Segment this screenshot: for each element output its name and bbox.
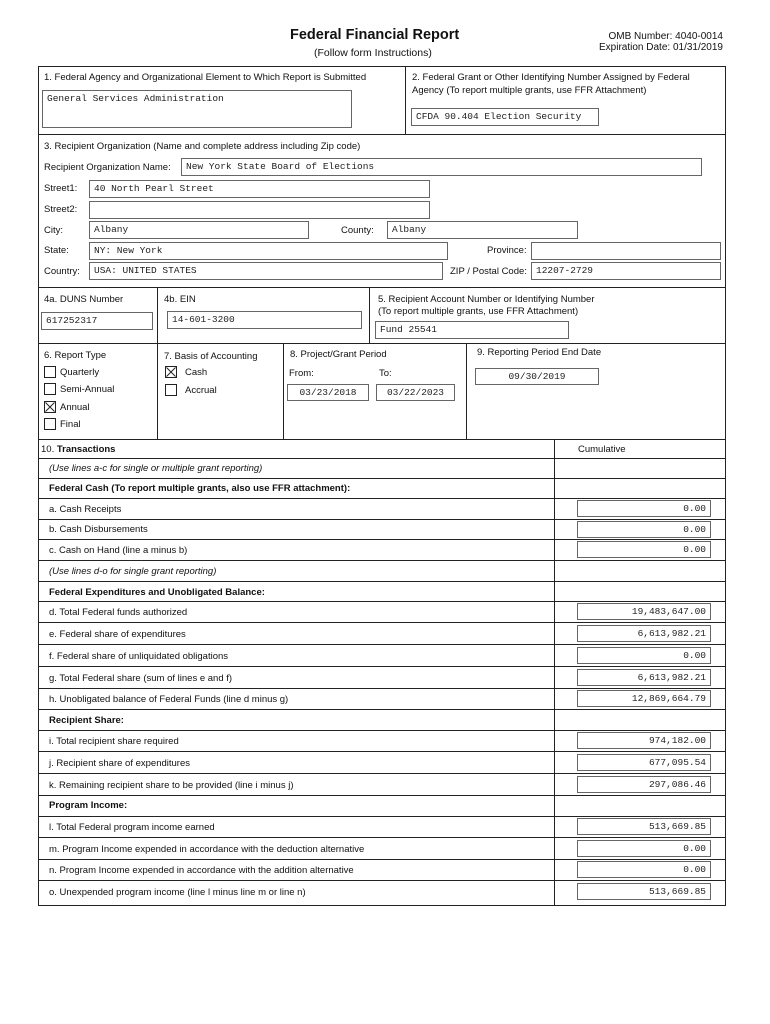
annual-label: Annual — [60, 402, 90, 413]
cash-label: Cash — [185, 367, 208, 378]
divider — [38, 134, 726, 135]
note-ac: (Use lines a-c for single or multiple grant reporting) — [49, 463, 263, 474]
line-g-label: g. Total Federal share (sum of lines e and f) — [49, 673, 233, 684]
to-date-field[interactable]: 03/22/2023 — [376, 384, 455, 401]
divider — [38, 498, 726, 499]
fed-exp-heading: Federal Expenditures and Unobligated Balance: — [49, 587, 265, 598]
divider — [369, 287, 370, 343]
country-field[interactable]: USA: UNITED STATES — [89, 262, 443, 280]
divider — [38, 622, 726, 623]
divider — [38, 539, 726, 540]
line-e-value[interactable]: 6,613,982.21 — [577, 625, 711, 642]
transactions-title — [41, 444, 115, 456]
basis-accounting-label: 7. Basis of Accounting — [164, 351, 258, 362]
divider — [38, 730, 726, 731]
transactions-heading: Transactions — [56, 444, 116, 455]
cumulative-label: Cumulative — [578, 444, 626, 455]
annual-checkbox[interactable] — [44, 401, 56, 413]
semi-annual-checkbox[interactable] — [44, 383, 56, 395]
divider — [38, 880, 726, 881]
divider — [283, 343, 284, 439]
county-field[interactable]: Albany — [387, 221, 578, 239]
transactions-number: 10. — [41, 444, 55, 455]
divider — [554, 439, 555, 906]
check-x-icon — [45, 402, 55, 412]
state-field[interactable]: NY: New York — [89, 242, 448, 260]
to-label: To: — [379, 368, 392, 379]
line-b-value[interactable]: 0.00 — [577, 521, 711, 538]
final-label: Final — [60, 419, 81, 430]
org-name-label: Recipient Organization Name: — [44, 162, 171, 173]
federal-cash-heading: Federal Cash (To report multiple grants, also use FFR attachment): — [49, 483, 351, 494]
divider — [38, 666, 726, 667]
quarterly-label: Quarterly — [60, 367, 100, 378]
cash-checkbox[interactable] — [165, 366, 177, 378]
divider — [38, 478, 726, 479]
divider — [38, 458, 726, 459]
street2-label: Street2: — [44, 204, 78, 215]
line-a-label: a. Cash Receipts — [49, 504, 122, 515]
line-m-label: m. Program Income expended in accordance with the deduction alternative — [49, 844, 365, 855]
quarterly-checkbox[interactable] — [44, 366, 56, 378]
city-field[interactable]: Albany — [89, 221, 309, 239]
street1-field[interactable]: 40 North Pearl Street — [89, 180, 430, 198]
line-k-label: k. Remaining recipient share to be provided (line i minus j) — [49, 780, 294, 791]
line-i-label: i. Total recipient share required — [49, 736, 179, 747]
ein-label: 4b. EIN — [164, 294, 196, 305]
divider — [38, 688, 726, 689]
note-do: (Use lines d-o for single grant reporting) — [49, 566, 217, 577]
duns-field[interactable]: 617252317 — [41, 312, 153, 330]
divider — [38, 751, 726, 752]
divider — [38, 816, 726, 817]
page-subtitle: (Follow form Instructions) — [314, 47, 432, 59]
line-o-label: o. Unexpended program income (line l minus line m or line n) — [49, 887, 306, 898]
city-label: City: — [44, 225, 63, 236]
line-g-value[interactable]: 6,613,982.21 — [577, 669, 711, 686]
line-n-value[interactable]: 0.00 — [577, 861, 711, 878]
accrual-checkbox[interactable] — [165, 384, 177, 396]
from-label: From: — [289, 368, 314, 379]
divider — [38, 709, 726, 710]
grant-number-field[interactable]: CFDA 90.404 Election Security — [411, 108, 599, 126]
section2-label-line2: Agency (To report multiple grants, use FFR Attachment) — [412, 85, 647, 96]
street2-field[interactable] — [89, 201, 430, 219]
line-a-value[interactable]: 0.00 — [577, 500, 711, 517]
semi-annual-label: Semi-Annual — [60, 384, 115, 395]
province-label: Province: — [487, 245, 527, 256]
recipient-share-heading: Recipient Share: — [49, 715, 124, 726]
line-e-label: e. Federal share of expenditures — [49, 629, 186, 640]
line-m-value[interactable]: 0.00 — [577, 840, 711, 857]
line-b-label: b. Cash Disbursements — [49, 524, 148, 535]
account-number-field[interactable]: Fund 25541 — [375, 321, 569, 339]
line-l-value[interactable]: 513,669.85 — [577, 818, 711, 835]
line-d-label: d. Total Federal funds authorized — [49, 607, 188, 618]
line-c-value[interactable]: 0.00 — [577, 541, 711, 558]
period-end-field[interactable]: 09/30/2019 — [475, 368, 599, 385]
section1-label: 1. Federal Agency and Organizational Element to Which Report is Submitted — [44, 72, 367, 83]
zip-field[interactable]: 12207-2729 — [531, 262, 721, 280]
divider — [38, 644, 726, 645]
divider — [38, 343, 726, 344]
divider — [38, 859, 726, 860]
line-h-label: h. Unobligated balance of Federal Funds (line d minus g) — [49, 694, 289, 705]
state-label: State: — [44, 245, 69, 256]
street1-label: Street1: — [44, 183, 78, 194]
line-k-value[interactable]: 297,086.46 — [577, 776, 711, 793]
line-d-value[interactable]: 19,483,647.00 — [577, 603, 711, 620]
divider — [38, 581, 726, 582]
expiration-date: Expiration Date: 01/31/2019 — [599, 42, 723, 53]
divider — [38, 773, 726, 774]
grant-period-label: 8. Project/Grant Period — [290, 349, 387, 360]
org-name-field[interactable]: New York State Board of Elections — [181, 158, 702, 176]
final-checkbox[interactable] — [44, 418, 56, 430]
program-income-heading: Program Income: — [49, 800, 128, 811]
section5-label-line1: 5. Recipient Account Number or Identifying Number — [378, 294, 595, 305]
line-n-label: n. Program Income expended in accordance with the addition alternative — [49, 865, 354, 876]
line-l-label: l. Total Federal program income earned — [49, 822, 215, 833]
agency-field[interactable]: General Services Administration — [42, 90, 352, 128]
page-title: Federal Financial Report — [290, 27, 460, 43]
line-i-value[interactable]: 974,182.00 — [577, 732, 711, 749]
check-x-icon — [166, 367, 176, 377]
divider — [38, 439, 726, 440]
duns-label: 4a. DUNS Number — [44, 294, 124, 305]
divider — [38, 560, 726, 561]
line-j-value[interactable]: 677,095.54 — [577, 754, 711, 771]
accrual-label: Accrual — [185, 385, 217, 396]
county-label: County: — [341, 225, 374, 236]
line-c-label: c. Cash on Hand (line a minus b) — [49, 545, 188, 556]
divider — [38, 795, 726, 796]
section2-label-line1: 2. Federal Grant or Other Identifying Number Assigned by Federal — [412, 72, 690, 83]
divider — [38, 837, 726, 838]
divider — [38, 601, 726, 602]
divider — [38, 287, 726, 288]
divider — [157, 343, 158, 439]
section5-label-line2: (To report multiple grants, use FFR Attachment) — [378, 306, 579, 317]
from-date-field[interactable]: 03/23/2018 — [287, 384, 369, 401]
divider — [405, 66, 406, 134]
divider — [38, 519, 726, 520]
province-field[interactable] — [531, 242, 721, 260]
line-f-label: f. Federal share of unliquidated obligations — [49, 651, 229, 662]
line-j-label: j. Recipient share of expenditures — [49, 758, 190, 769]
section3-label: 3. Recipient Organization (Name and complete address including Zip code) — [44, 141, 361, 152]
country-label: Country: — [44, 266, 80, 277]
divider — [157, 287, 158, 343]
line-h-value[interactable]: 12,869,664.79 — [577, 690, 711, 707]
zip-label: ZIP / Postal Code: — [450, 266, 527, 277]
divider — [466, 343, 467, 439]
line-o-value[interactable]: 513,669.85 — [577, 883, 711, 900]
omb-number: OMB Number: 4040-0014 — [608, 31, 723, 42]
report-type-label: 6. Report Type — [44, 350, 107, 361]
line-f-value[interactable]: 0.00 — [577, 647, 711, 664]
reporting-period-label: 9. Reporting Period End Date — [477, 347, 602, 358]
ein-field[interactable]: 14-601-3200 — [167, 311, 362, 329]
